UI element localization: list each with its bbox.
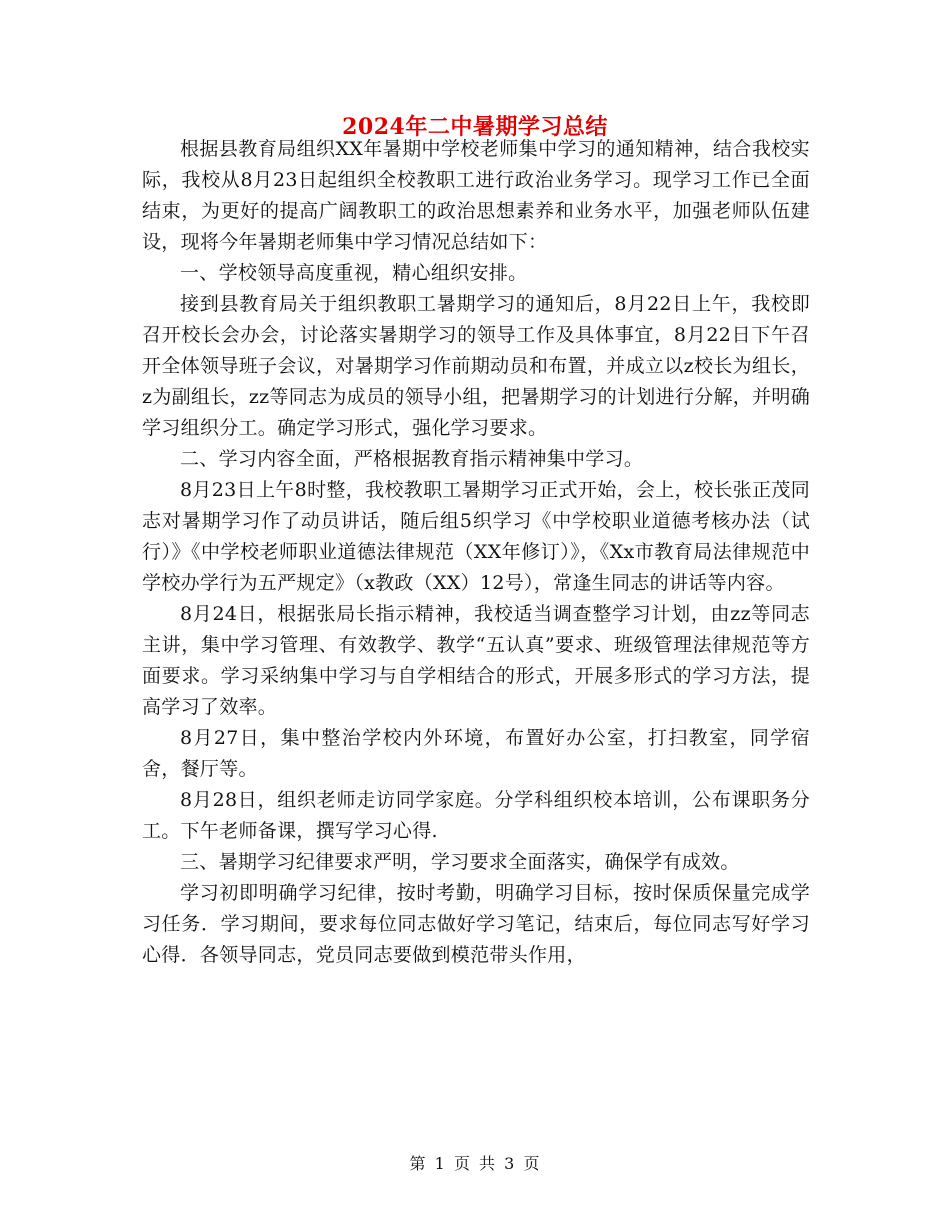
paragraph-section-heading-1: 一、学校领导高度重视，精心组织安排。 (180, 262, 528, 284)
paragraph-intro: 根据县教育局组织XX年暑期中学校老师集中学习的通知精神，结合我校实际，我校从8月23日起组织全校教职工进行政治业务学习。现学习工作已全面结束，为更好的提高广阔教职工的政治思想素养和业务水平，加强老师队伍建设，现将今年暑期老师集中学习情况总结如下： (142, 138, 810, 253)
paragraph-section-heading-2: 二、学习内容全面，严格根据教育指示精神集中学习。 (180, 448, 644, 470)
footer-label-total-unit: 页 (523, 1154, 541, 1173)
footer-label-total: 共 (479, 1154, 497, 1173)
footer-label-page-unit: 页 (453, 1154, 471, 1173)
paragraph-aug-23: 8月23日上午8时整，我校教职工暑期学习正式开始，会上，校长张正茂同志对暑期学习作了动员讲话，随后组5织学习《中学校职业道德考核办法（试行）》《中学校老师职业道德法律规范（XX年修订）》，《Xx市教育局法律规范中学校办学行为五严规定》（x教政（XX）12号），常逢生同志的讲话等内容。 (142, 479, 810, 594)
paragraph-leadership: 接到县教育局关于组织教职工暑期学习的通知后，8月22日上午，我校即召开校长会办会，讨论落实暑期学习的领导工作及具体事宜，8月22日下午召开全体领导班子会议，对暑期学习作前期动员和布置，并成立以z校长为组长，z为副组长，zz等同志为成员的领导小组，把暑期学习的计划进行分解，并明确学习组织分工。确定学习形式，强化学习要求。 (142, 293, 810, 439)
paragraph-aug-28: 8月28日，组织老师走访同学家庭。分学科组织校本培训，公布课职务分工。下午老师备课，撰写学习心得. (142, 789, 810, 842)
page-footer (0, 1152, 950, 1176)
paragraph-aug-24: 8月24日，根据张局长指示精神，我校适当调查整学习计划，由zz等同志主讲，集中学习管理、有效教学、教学“五认真”要求、班级管理法律规范等方面要求。学习采纳集中学习与自学相结合的形式，开展多形式的学习方法，提高学习了效率。 (142, 603, 810, 718)
footer-total-pages: 3 (504, 1154, 516, 1173)
document-title: 2024年二中暑期学习总结 (342, 114, 608, 140)
paragraph-aug-27: 8月27日，集中整治学校内外环境，布置好办公室，打扫教室，同学宿舍，餐厅等。 (142, 727, 810, 780)
footer-label-page: 第 (409, 1154, 427, 1173)
document-body (142, 134, 810, 971)
footer-current-page: 1 (434, 1154, 446, 1173)
paragraph-discipline: 学习初即明确学习纪律，按时考勤，明确学习目标，按时保质保量完成学习任务．学习期间，要求每位同志做好学习笔记，结束后，每位同志写好学习心得．各领导同志，党员同志要做到模范带头作用， (142, 882, 810, 966)
paragraph-section-heading-3: 三、暑期学习纪律要求严明，学习要求全面落实，确保学有成效。 (180, 851, 740, 873)
